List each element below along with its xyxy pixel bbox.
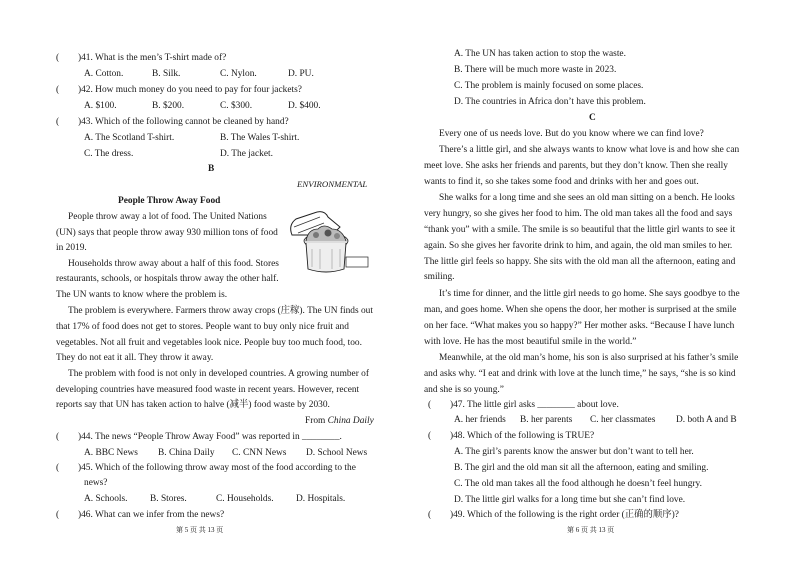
article-line-3: in 2019. xyxy=(56,243,87,253)
option-47-b[interactable]: B. her parents xyxy=(520,415,573,425)
option-46-c[interactable]: C. The problem is mainly focused on some places. xyxy=(454,81,644,91)
option-42-a[interactable]: A. $100. xyxy=(84,101,117,111)
option-48-b[interactable]: B. The girl and the old man sit all the afternoon, eating and smiling. xyxy=(454,463,709,473)
story-line-12: man, and goes home. When she opens the door, her mother is surprised at the smile xyxy=(424,305,737,315)
question-41: ( )41. What is the men’s T-shirt made of? xyxy=(56,53,227,63)
option-42-c[interactable]: C. $300. xyxy=(220,101,253,111)
story-line-6: very hungry, so she gives her food to him. The old man takes all the food and says xyxy=(424,209,733,219)
article-line-9: vegetables. Not all fruit and vegetables look nice. People buy too much food, too. xyxy=(56,338,362,348)
article-line-11: The problem with food is not only in developed countries. A growing number of xyxy=(68,369,369,379)
question-41-options xyxy=(84,68,314,80)
option-46-b[interactable]: B. There will be much more waste in 2023. xyxy=(454,65,617,75)
article-title: People Throw Away Food xyxy=(118,196,221,206)
option-45-b[interactable]: B. Stores. xyxy=(150,494,187,504)
category-tag: ENVIRONMENTAL xyxy=(297,179,368,189)
story-line-3: meet love. She asks her friends and parents, but they don’t know. Then she really xyxy=(424,161,728,171)
option-48-c[interactable]: C. The old man takes all the food although he doesn’t feel hungry. xyxy=(454,479,702,489)
option-46-a[interactable]: A. The UN has taken action to stop the waste. xyxy=(454,49,626,59)
article-line-7: The problem is everywhere. Farmers throw away crops (庄稼). The UN finds out xyxy=(68,306,373,316)
question-44: ( )44. The news “People Throw Away Food” was reported in ________. xyxy=(56,432,342,442)
article-line-13: reports say that UN has taken action to halve (减半) food waste by 2030. xyxy=(56,400,330,410)
option-43-a[interactable]: A. The Scotland T-shirt. xyxy=(84,133,175,143)
option-47-c[interactable]: C. her classmates xyxy=(590,415,656,425)
question-45: ( )45. Which of the following throw away most of the food according to the xyxy=(56,463,356,473)
question-43-options-ab xyxy=(84,132,299,144)
option-41-d[interactable]: D. PU. xyxy=(288,69,314,79)
article-source: From China Daily xyxy=(305,416,374,426)
option-44-b[interactable]: B. China Daily xyxy=(158,448,215,458)
story-line-1: Every one of us needs love. But do you know where we can find love? xyxy=(439,129,704,139)
story-line-8: again. So she gives her favorite drink to him, and again, the old man smiles to her. xyxy=(424,241,733,251)
option-43-d[interactable]: D. The jacket. xyxy=(220,149,273,159)
option-44-a[interactable]: A. BBC News xyxy=(84,448,138,458)
article-line-10: They do not eat it all. They throw it away. xyxy=(56,353,214,363)
story-line-11: It’s time for dinner, and the little girl needs to go home. She says goodbye to the xyxy=(439,289,740,299)
article-line-12: developing countries have measured food waste in recent years. However, recent xyxy=(56,385,360,395)
question-49: ( )49. Which of the following is the right order (正确的顺序)? xyxy=(428,510,679,520)
question-43: ( )43. Which of the following cannot be cleaned by hand? xyxy=(56,117,289,127)
food-waste-illustration xyxy=(284,205,372,275)
article-line-1: People throw away a lot of food. The United Nations xyxy=(68,212,267,222)
option-43-c[interactable]: C. The dress. xyxy=(84,149,134,159)
story-line-7: “thank you” with a smile. The smile is so beautiful that the little girl wants to see it xyxy=(424,225,736,235)
option-41-b[interactable]: B. Silk. xyxy=(152,69,181,79)
story-line-13: on her face. “What makes you so happy?” Her mother asks. “Because I have lunch xyxy=(424,321,735,331)
question-42: ( )42. How much money do you need to pay for four jackets? xyxy=(56,85,302,95)
article-line-2: (UN) says that people throw away 930 million tons of food xyxy=(56,228,278,238)
page-footer-right: 第 6 页 共 13 页 xyxy=(567,526,615,534)
option-44-d[interactable]: D. School News xyxy=(306,448,368,458)
article-line-4: Households throw away about a half of this food. Stores xyxy=(68,259,279,269)
option-48-a[interactable]: A. The girl’s parents know the answer but don’t want to tell her. xyxy=(454,447,694,457)
option-45-a[interactable]: A. Schools. xyxy=(84,494,128,504)
option-44-c[interactable]: C. CNN News xyxy=(232,448,287,458)
section-c-heading: C xyxy=(589,113,596,123)
option-45-d[interactable]: D. Hospitals. xyxy=(296,494,346,504)
article-line-8: that 17% of food does not get to stores. People want to buy only nice fruit and xyxy=(56,322,349,332)
option-41-a[interactable]: A. Cotton. xyxy=(84,69,124,79)
page-footer-left: 第 5 页 共 13 页 xyxy=(176,526,224,534)
story-line-10: smiling. xyxy=(424,272,455,282)
option-43-b[interactable]: B. The Wales T-shirt. xyxy=(220,133,300,143)
question-47: ( )47. The little girl asks ________ about love. xyxy=(428,400,619,410)
question-45-stem-cont: news? xyxy=(84,478,108,488)
question-44-options xyxy=(84,447,367,459)
question-42-options xyxy=(84,100,321,112)
option-47-a[interactable]: A. her friends xyxy=(454,415,506,425)
story-line-17: and she is so young.” xyxy=(424,385,504,395)
story-line-2: There’s a little girl, and she always wants to know what love is and how she can xyxy=(439,145,740,155)
story-line-5: She walks for a long time and she sees an old man sitting on a bench. He looks xyxy=(439,193,735,203)
question-48: ( )48. Which of the following is TRUE? xyxy=(428,431,595,441)
section-b-heading: B xyxy=(208,164,215,174)
story-line-15: Meanwhile, at the old man’s home, his son is also surprised at his father’s smile xyxy=(439,353,739,363)
option-41-c[interactable]: C. Nylon. xyxy=(220,69,257,79)
option-42-b[interactable]: B. $200. xyxy=(152,101,185,111)
option-48-d[interactable]: D. The little girl walks for a long time but she can’t find love. xyxy=(454,495,686,505)
story-line-9: The little girl feels so happy. She sits with the old man all the afternoon, eating and xyxy=(424,257,736,267)
article-line-5: restaurants, schools, or hospitals throw away the other half. xyxy=(56,274,279,284)
question-46: ( )46. What can we infer from the news? xyxy=(56,510,225,520)
option-46-d[interactable]: D. The countries in Africa don’t have this problem. xyxy=(454,97,646,107)
question-47-options xyxy=(454,414,737,426)
story-line-4: wants to find it, so she takes some food and drinks with her and goes out. xyxy=(424,177,699,187)
option-45-c[interactable]: C. Households. xyxy=(216,494,274,504)
story-line-16: and asks why. “I eat and drink with love at the lunch time,” he says, “she is so kind xyxy=(424,369,736,379)
option-42-d[interactable]: D. $400. xyxy=(288,101,321,111)
question-43-options-cd xyxy=(84,148,273,160)
question-45-options xyxy=(84,493,345,505)
option-47-d[interactable]: D. both A and B xyxy=(676,415,737,425)
story-line-14: with love. He has the most beautiful smile in the world.” xyxy=(424,337,637,347)
article-line-6: The UN wants to know where the problem is. xyxy=(56,290,228,300)
